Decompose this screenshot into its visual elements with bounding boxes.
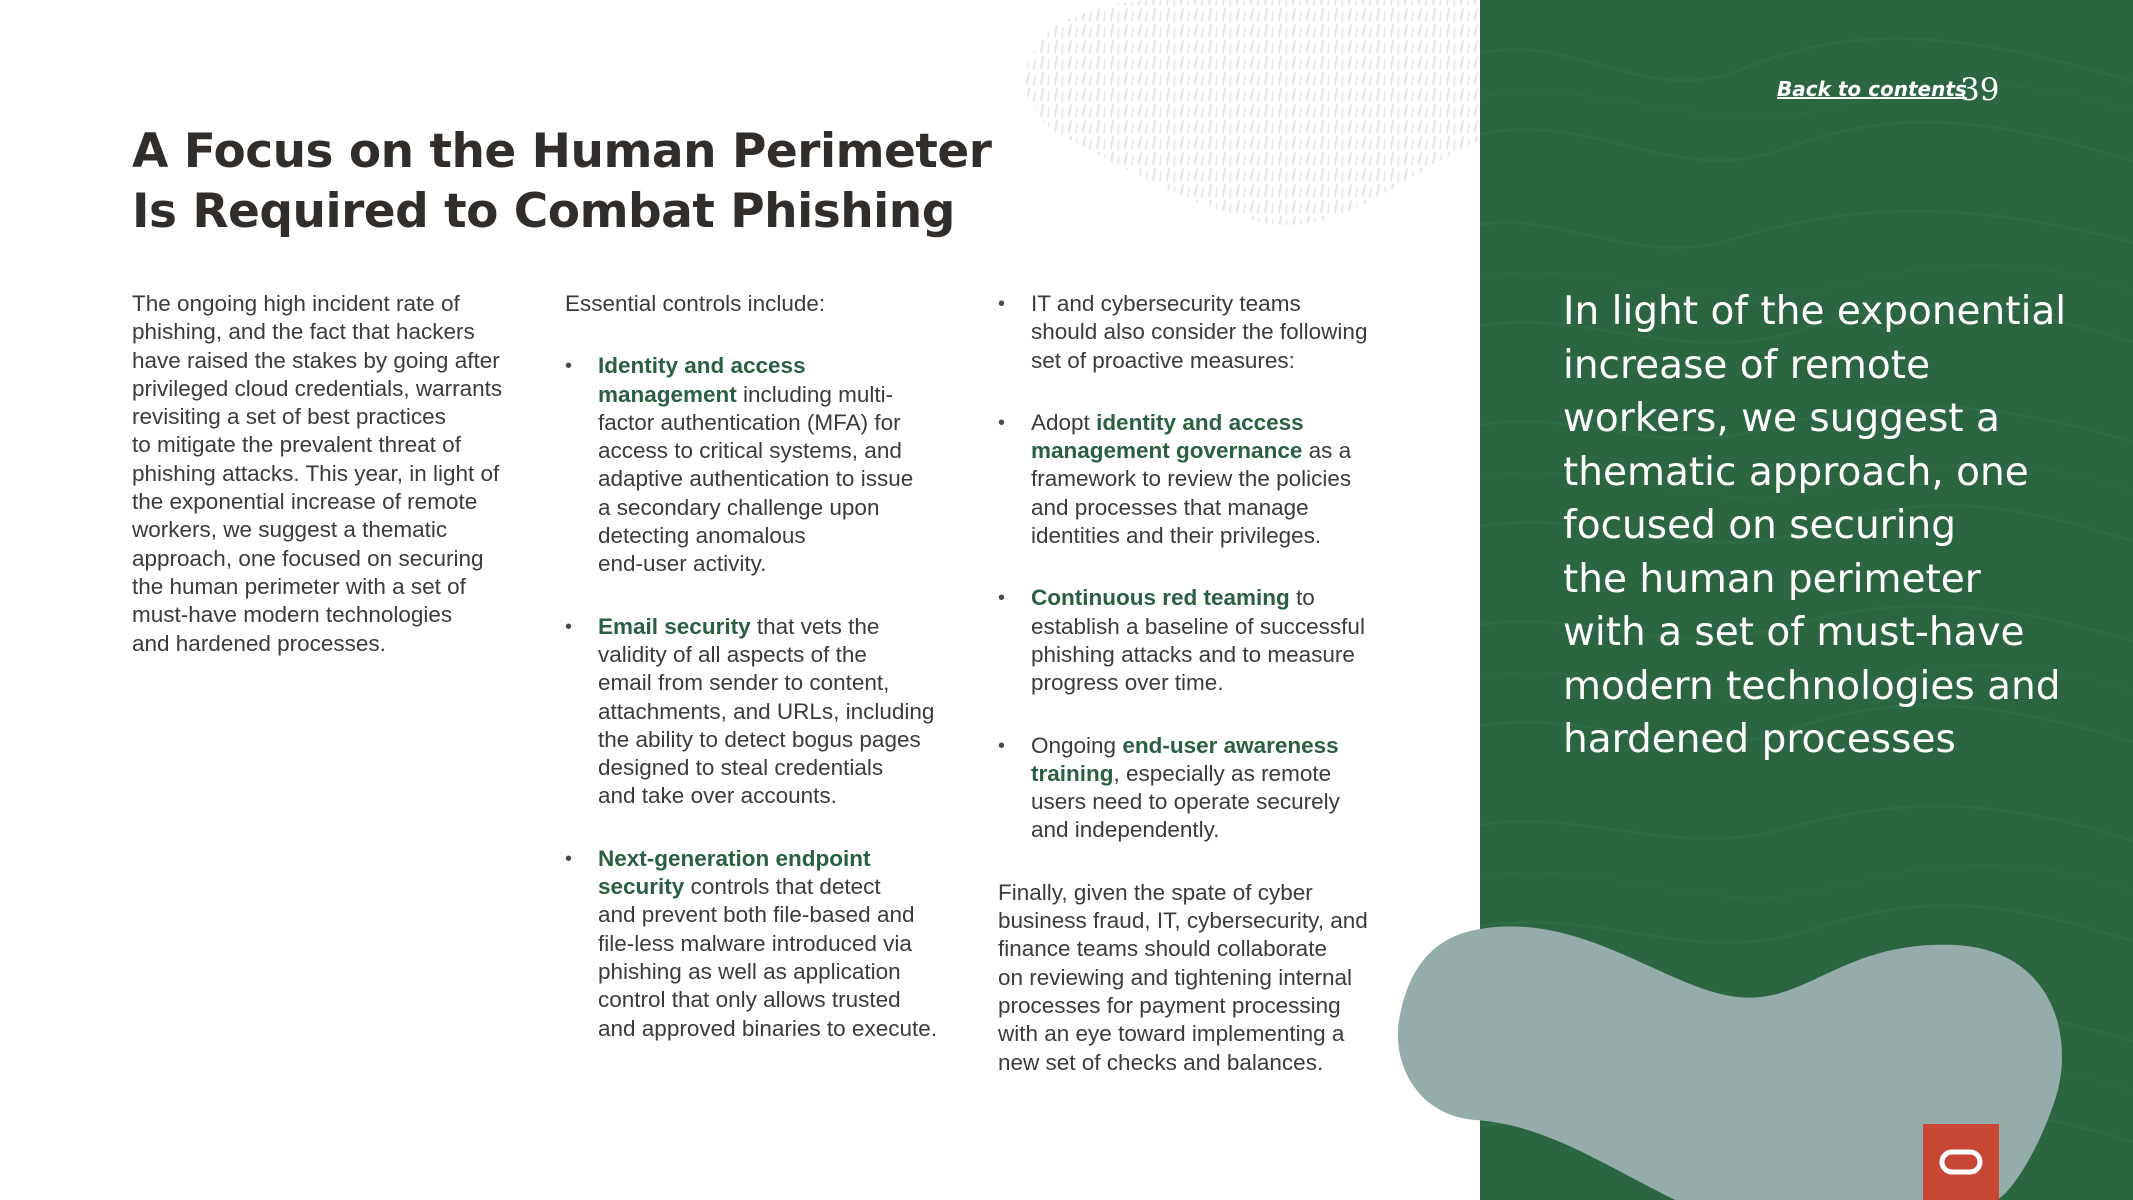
text-line: factor authentication (MFA) for [598,409,901,435]
text-line: phishing attacks. This year, in light of [132,460,500,486]
text-line: as a [1302,438,1352,464]
text-line: the ability to detect bogus pages [598,726,921,752]
quote-line: modern technologies and [1563,663,2061,709]
list-item-email-security [565,613,965,811]
text-line: end-user activity. [598,551,767,577]
highlight-term: Next-generation endpoint [598,845,871,871]
essential-controls-intro: Essential controls include: [565,291,826,316]
highlight-term: identity and access [1096,409,1304,435]
text-line: including multi- [736,381,894,407]
text-line: with an eye toward implementing a [998,1021,1345,1047]
quote-line: focused on securing [1563,503,1957,548]
quote-line: hardened processes [1563,717,1956,762]
text-line: to mitigate the prevalent threat of [132,432,461,458]
page-title [132,122,1032,242]
text-line: framework to review the policies [1031,466,1352,492]
text-line: establish a baseline of successful [1031,613,1365,639]
highlight-term: Email security [598,613,751,639]
back-to-contents-link[interactable]: Back to contents [1777,77,1967,101]
text-line: on reviewing and tightening internal [998,964,1352,990]
proactive-measures-column [998,290,1398,1077]
highlight-term: management governance [1031,438,1303,464]
text-line: controls that detect [684,874,881,900]
text-line: file-less malware introduced via [598,930,912,956]
quote-line: In light of the exponential [1563,289,2067,334]
text-line: Adopt [1031,409,1097,435]
page-number: 39 [1960,72,2000,108]
proactive-measures-list [998,290,1398,845]
text-line: IT and cybersecurity teams [1031,291,1301,316]
essential-controls-list [565,352,965,1043]
text-line: identities and their privileges. [1031,523,1322,549]
text-line: The ongoing high incident rate of [132,291,460,316]
text-line: adaptive authentication to issue [598,466,914,492]
quote-line: thematic approach, one [1563,449,2029,495]
highlight-term: security [598,874,685,900]
text-line: and take over accounts. [598,783,837,809]
quote-line: increase of remote [1563,342,1931,388]
text-line: phishing as well as application [598,958,901,984]
quote-line: with a set of must-have [1563,610,2025,655]
text-line: email from sender to content, [598,670,890,696]
text-line: Ongoing [1031,732,1123,758]
text-line: and prevent both file-based and [598,902,915,928]
text-line: attachments, and URLs, including [598,698,935,724]
text-line: the exponential increase of remote [132,489,478,515]
text-line: validity of all aspects of the [598,641,867,667]
text-line: control that only allows trusted [598,987,901,1013]
text-line: a secondary challenge upon [598,494,880,520]
oracle-logo-mark-icon [1939,1149,1983,1175]
text-line: should also consider the following [1031,319,1368,345]
text-line: and independently. [1031,817,1220,843]
text-line: have raised the stakes by going after [132,347,500,373]
text-line: to [1289,585,1315,611]
text-line: processes for payment processing [998,992,1341,1018]
intro-paragraph [132,290,522,658]
text-line: users need to operate securely [1031,789,1340,815]
text-line: progress over time. [1031,670,1224,696]
list-item-iam-governance [998,409,1398,550]
text-line: designed to steal credentials [598,755,884,781]
text-line: revisiting a set of best practices [132,404,446,430]
pull-quote [1563,285,2083,767]
highlight-term: training [1031,760,1114,786]
text-line: access to critical systems, and [598,438,902,464]
page-title-line: Is Required to Combat Phishing [132,184,955,239]
text-line: that vets the [750,613,880,639]
essential-controls-column [565,290,965,1077]
text-line: Finally, given the spate of cyber [998,879,1313,905]
text-line: set of proactive measures: [1031,347,1295,373]
quote-line: the human perimeter [1563,556,1981,602]
highlight-term: management [598,381,737,407]
text-line: phishing, and the fact that hackers [132,319,475,345]
text-line: new set of checks and balances. [998,1049,1324,1075]
page-title-line: A Focus on the Human Perimeter [132,124,992,179]
text-line: and hardened processes. [132,630,386,656]
text-line: and processes that manage [1031,494,1309,520]
texture-blob-decoration [1010,0,1480,240]
text-line: and approved binaries to execute. [598,1015,937,1041]
list-item-endpoint-security [565,845,965,1043]
text-line: the human perimeter with a set of [132,573,466,599]
text-line: business fraud, IT, cybersecurity, and [998,908,1368,934]
oracle-logo-icon [1923,1124,1999,1200]
text-line: must-have modern technologies [132,602,453,628]
list-item-awareness-training [998,732,1398,845]
highlight-term: Identity and access [598,353,806,379]
text-line: detecting anomalous [598,523,806,549]
text-line: phishing attacks and to measure [1031,641,1355,667]
text-line: , especially as remote [1113,760,1332,786]
text-line: approach, one focused on securing [132,545,484,571]
text-line: privileged cloud credentials, warrants [132,375,503,401]
highlight-term: end-user awareness [1122,732,1339,758]
list-item-identity-access [565,352,965,578]
highlight-term: Continuous red teaming [1031,585,1290,611]
quote-line: workers, we suggest a [1563,396,2000,441]
closing-paragraph [998,879,1398,1077]
list-item-proactive-intro [998,290,1398,375]
text-line: finance teams should collaborate [998,936,1327,962]
list-item-red-teaming [998,584,1398,697]
text-line: workers, we suggest a thematic [132,517,448,543]
